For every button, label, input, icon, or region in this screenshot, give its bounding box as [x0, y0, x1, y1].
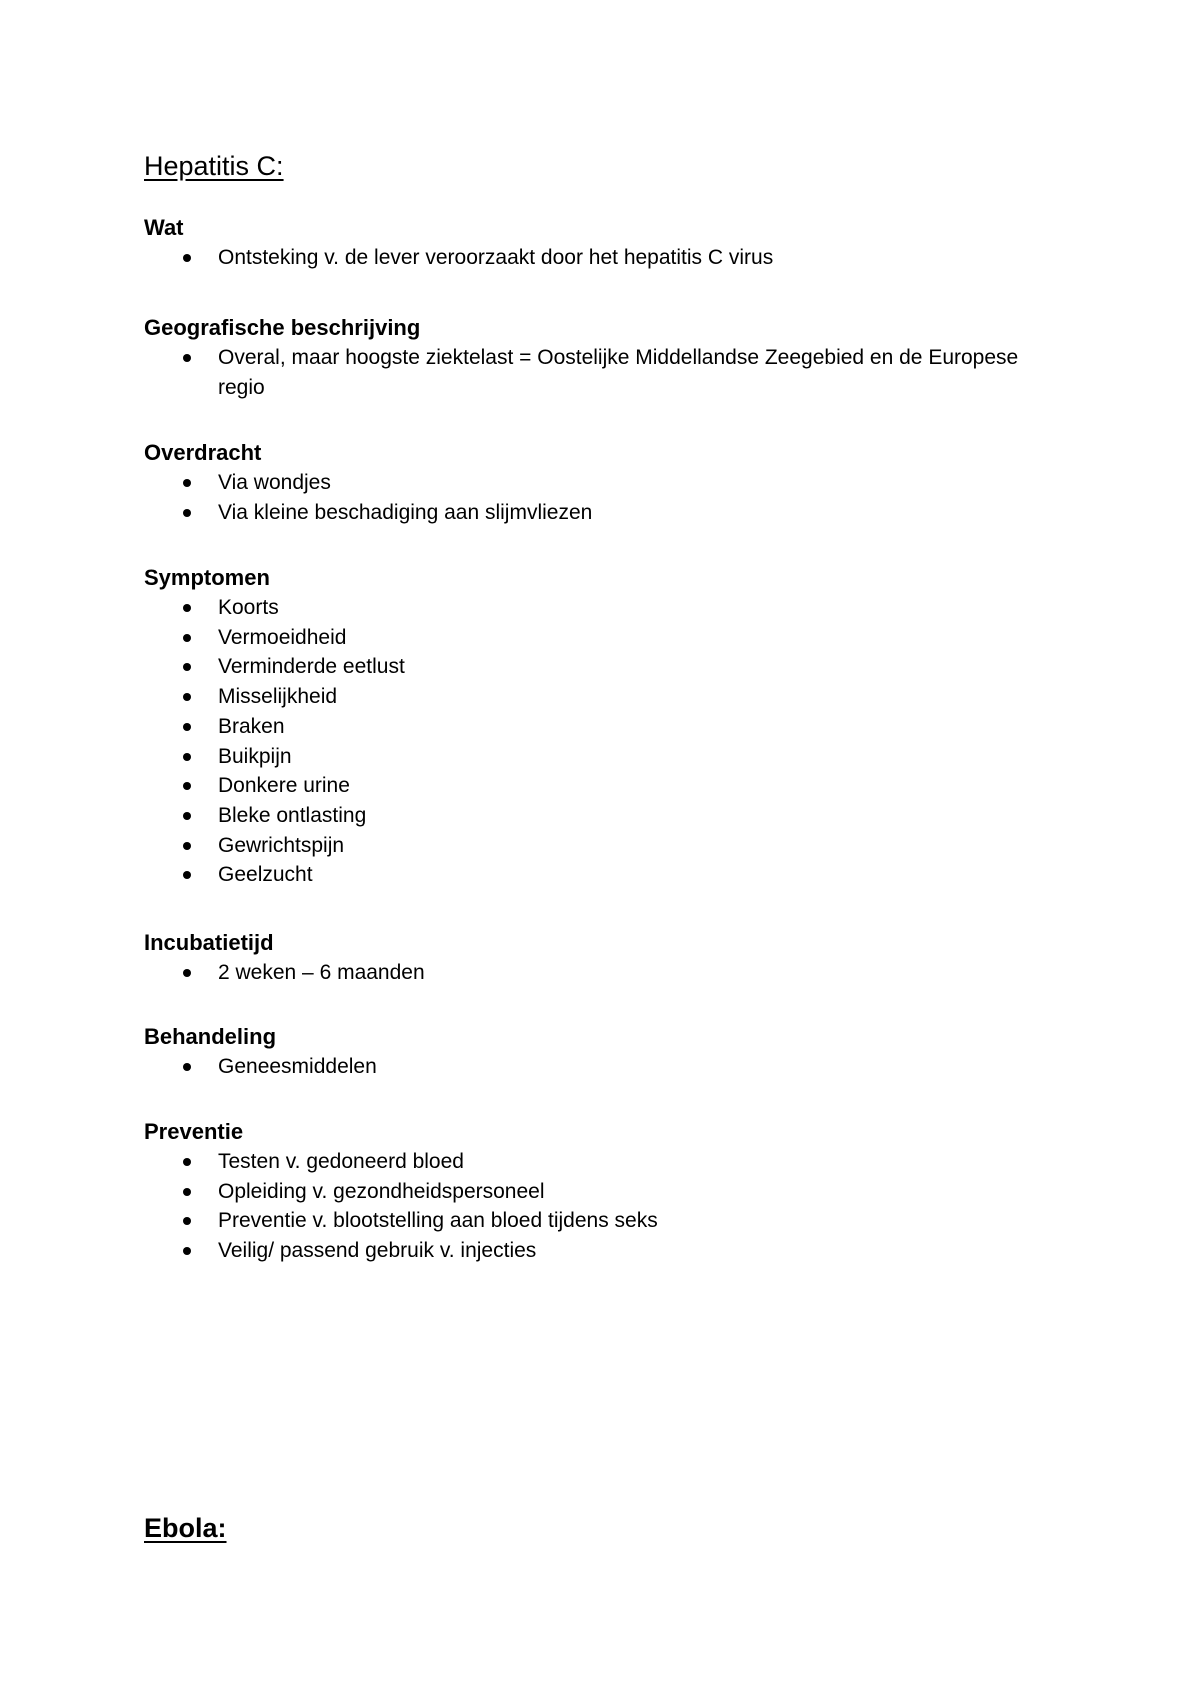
- list-item: Vermoeidheid: [144, 623, 1064, 653]
- bullet-icon: [183, 1158, 191, 1166]
- section-behandeling: [144, 1022, 1064, 1082]
- list-item: Testen v. gedoneerd bloed: [144, 1147, 1064, 1177]
- list-item: Via wondjes: [144, 468, 1064, 498]
- section-heading: Incubatietijd: [144, 930, 274, 955]
- list-item: Buikpijn: [144, 742, 1064, 772]
- bullet-icon: [183, 634, 191, 642]
- bullet-icon: [183, 723, 191, 731]
- list-item: Donkere urine: [144, 771, 1064, 801]
- bullet-icon: [183, 479, 191, 487]
- section-incubatietijd: [144, 928, 1064, 988]
- bullet-icon: [183, 842, 191, 850]
- bullet-list: [144, 343, 1064, 402]
- page-title: Hepatitis C:: [144, 151, 284, 181]
- bullet-list: [144, 958, 1064, 988]
- bullet-icon: [183, 604, 191, 612]
- bullet-list: [144, 243, 1064, 273]
- bullet-icon: [183, 693, 191, 701]
- section-geografische-beschrijving: [144, 313, 1064, 402]
- section-heading: Geografische beschrijving: [144, 315, 421, 340]
- bullet-icon: [183, 1247, 191, 1255]
- list-item: Geneesmiddelen: [144, 1052, 1064, 1082]
- section-preventie: [144, 1117, 1064, 1266]
- list-item: Geelzucht: [144, 860, 1064, 890]
- section-heading: Wat: [144, 215, 184, 240]
- section-symptomen: [144, 563, 1064, 890]
- bullet-icon: [183, 663, 191, 671]
- list-item: Via kleine beschadiging aan slijmvliezen: [144, 498, 1064, 528]
- bullet-icon: [183, 354, 191, 362]
- list-item: Preventie v. blootstelling aan bloed tijdens seks: [144, 1206, 1064, 1236]
- next-section-title: Ebola:: [144, 1513, 227, 1543]
- list-item: Koorts: [144, 593, 1064, 623]
- bullet-icon: [183, 969, 191, 977]
- list-item: 2 weken – 6 maanden: [144, 958, 1064, 988]
- bullet-icon: [183, 1217, 191, 1225]
- list-item: Ontsteking v. de lever veroorzaakt door het hepatitis C virus: [144, 243, 1064, 273]
- section-heading: Symptomen: [144, 565, 270, 590]
- bullet-list: [144, 593, 1064, 890]
- bullet-icon: [183, 254, 191, 262]
- section-heading: Overdracht: [144, 440, 262, 465]
- list-item: Misselijkheid: [144, 682, 1064, 712]
- section-wat: [144, 213, 1064, 273]
- bullet-icon: [183, 782, 191, 790]
- list-item: Bleke ontlasting: [144, 801, 1064, 831]
- bullet-icon: [183, 753, 191, 761]
- bullet-list: [144, 468, 1064, 527]
- list-item: Overal, maar hoogste ziektelast = Oostelijke Middellandse Zeegebied en de Europese regio: [144, 343, 1064, 402]
- bullet-icon: [183, 1063, 191, 1071]
- list-item: Gewrichtspijn: [144, 831, 1064, 861]
- section-heading: Preventie: [144, 1119, 244, 1144]
- bullet-icon: [183, 509, 191, 517]
- list-item: Opleiding v. gezondheidspersoneel: [144, 1177, 1064, 1207]
- list-item: Verminderde eetlust: [144, 652, 1064, 682]
- section-overdracht: [144, 438, 1064, 527]
- list-item: Veilig/ passend gebruik v. injecties: [144, 1236, 1064, 1266]
- bullet-icon: [183, 871, 191, 879]
- bullet-list: [144, 1052, 1064, 1082]
- list-item: Braken: [144, 712, 1064, 742]
- bullet-icon: [183, 1188, 191, 1196]
- section-heading: Behandeling: [144, 1024, 277, 1049]
- bullet-icon: [183, 812, 191, 820]
- bullet-list: [144, 1147, 1064, 1266]
